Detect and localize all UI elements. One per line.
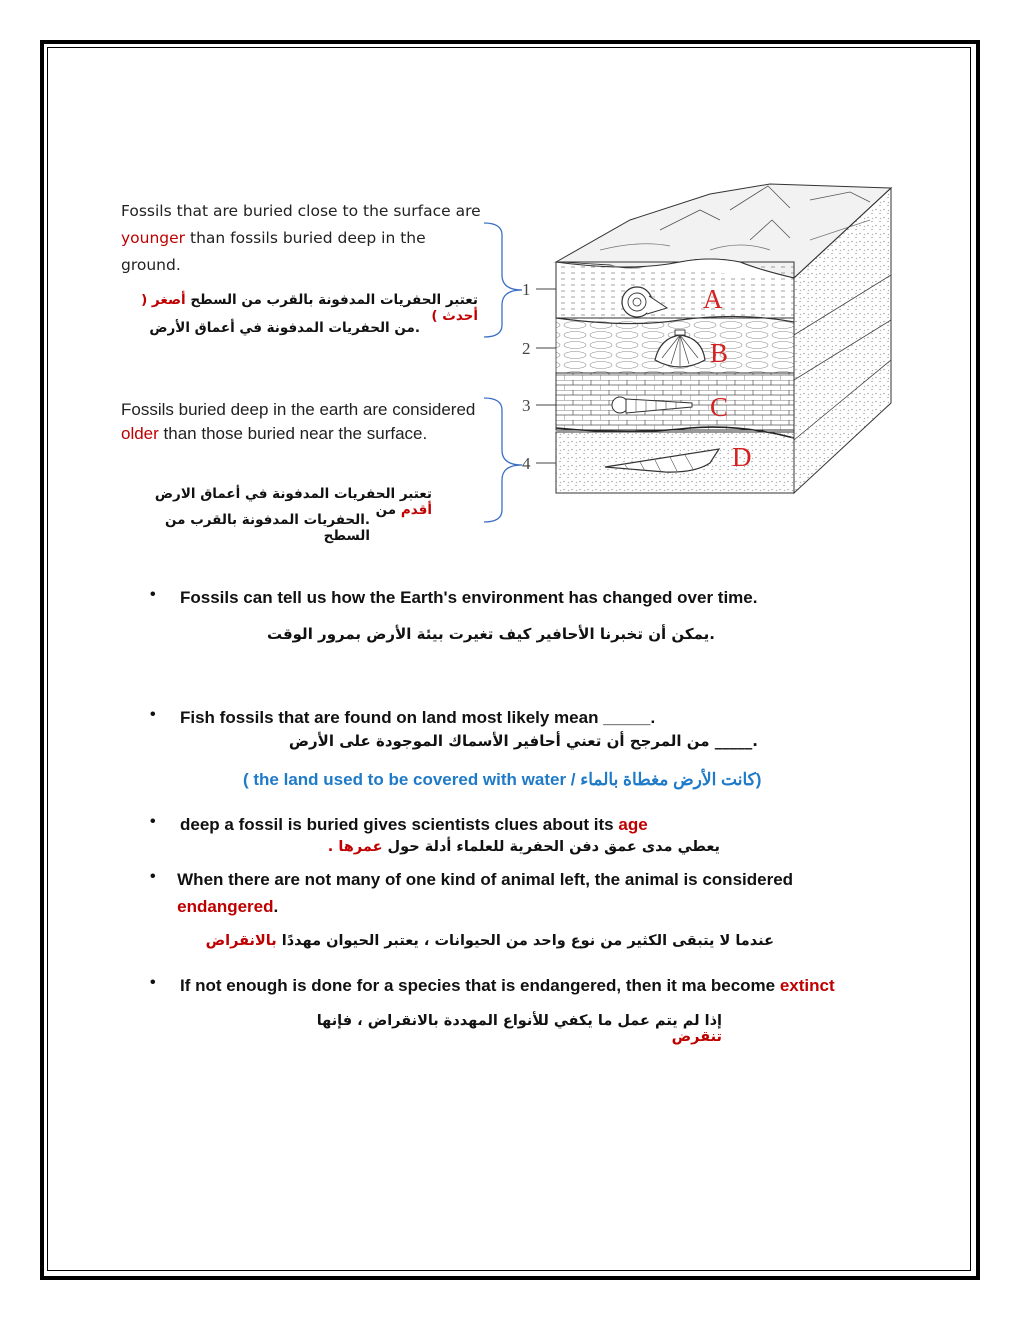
bullet-endangered: • When there are not many of one kind of animal left, the animal is considered endangered.	[150, 868, 794, 916]
fossil-label-c: C	[710, 392, 729, 422]
bullet-environment-change: • Fossils can tell us how the Earth's environment has changed over time.	[150, 586, 758, 607]
fish-fossils-answer: ( the land used to be covered with water / كانت الأرض مغطاة بالماء)	[243, 770, 762, 789]
layer-number-1: 1	[522, 280, 531, 299]
older-fossils-text: Fossils buried deep in the earth are considered older than those buried near the surface.	[121, 400, 476, 443]
bullet-icon: •	[150, 586, 156, 603]
bullet-icon: •	[150, 974, 156, 991]
layer-number-2: 2	[522, 339, 531, 358]
layer-number-4: 4	[522, 454, 531, 473]
older-fossils-arabic-line2: .الحفريات المدفونة بالقرب من السطح	[165, 512, 370, 544]
bullet-environment-change-arabic: .يمكن أن تخبرنا الأحافير كيف تغيرت بيئة الأرض بمرور الوقت	[266, 625, 715, 643]
younger-highlight: younger	[121, 229, 186, 247]
younger-fossils-arabic-line2: .من الحفريات المدفونة في أعماق الأرض	[149, 320, 420, 336]
bullet-extinct: • If not enough is done for a species that is endangered, then it ma become extinct	[150, 974, 835, 995]
fossil-label-d: D	[732, 442, 752, 472]
fossil-label-b: B	[710, 338, 729, 368]
extinct-highlight: extinct	[779, 976, 835, 995]
older-highlight: older	[121, 424, 159, 443]
bullet-icon: •	[150, 868, 156, 885]
younger-fossils-arabic-line1: تعتبر الحفريات المدفونة بالقرب من السطح أصغر ( أحدث )	[141, 292, 478, 324]
bullet-fossil-age: • deep a fossil is buried gives scientists clues about its age	[150, 813, 648, 834]
bullet-fish-fossils: • Fish fossils that are found on land most likely mean _____.	[150, 706, 656, 727]
rock-layers-diagram	[510, 180, 930, 500]
bullet-extinct-arabic: إذا لم يتم عمل ما يكفي للأنواع المهددة بالانقراض ، فإنها تنقرض	[316, 1013, 722, 1045]
age-highlight: age	[618, 815, 648, 834]
bullet-endangered-arabic: عندما لا يتبقى الكثير من نوع واحد من الحيوانات ، يعتبر الحيوان مهددًا بالانقراض	[205, 933, 774, 949]
bullet-icon: •	[150, 813, 156, 830]
layer-number-labels	[522, 280, 556, 473]
layer-number-3: 3	[522, 396, 531, 415]
endangered-highlight: endangered	[177, 897, 274, 916]
bullet-fossil-age-arabic: يعطي مدى عمق دفن الحفرية للعلماء أدلة حول عمرها .	[327, 839, 720, 855]
fossil-label-a: A	[703, 284, 723, 314]
younger-fossils-text: Fossils that are buried close to the surface are younger than fossils buried deep in the ground.	[121, 202, 481, 274]
bullet-fish-fossils-arabic: ._____ من المرجح أن تعني أحافير الأسماك الموجودة على الأرض	[288, 732, 758, 750]
bullet-icon: •	[150, 706, 156, 723]
older-fossils-arabic-line1: تعتبر الحفريات المدفونة في أعماق الارض أقدم من	[154, 486, 432, 518]
